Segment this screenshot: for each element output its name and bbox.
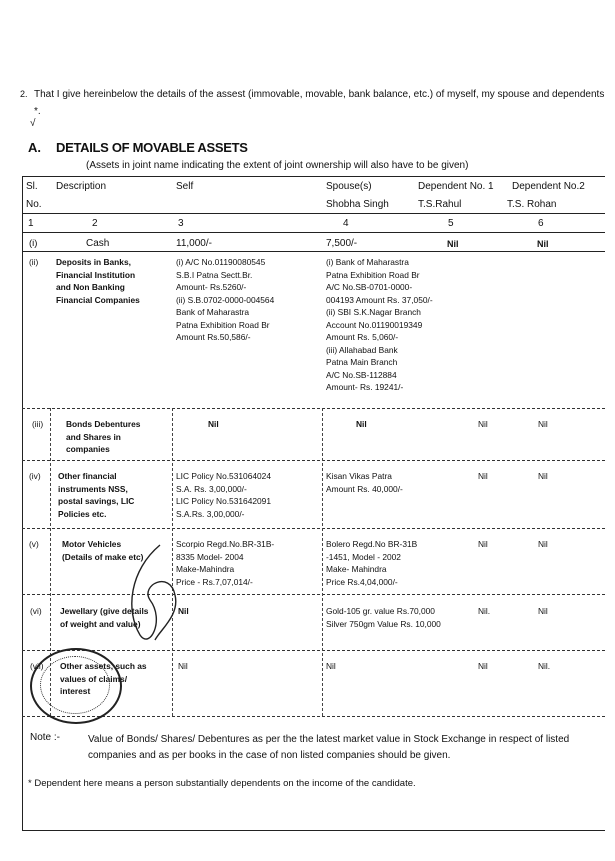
row-7-sl: (vii) (30, 661, 44, 671)
row-6-dependent-1: Nil. (478, 606, 491, 616)
header-dependent-2: Dependent No.2 (512, 181, 585, 192)
row-2-sl: (ii) (29, 257, 39, 267)
row-3-dependent-1: Nil (478, 419, 488, 429)
row-1-spouse: 7,500/- (326, 238, 358, 249)
row-1-dependent-1: Nil (447, 239, 459, 249)
intro-text: That I give hereinbelow the details of the assest (immovable, movable, bank balance, etc.) of myself, my spouse and dependents *. (34, 89, 605, 117)
intro-number: 2. (20, 89, 28, 99)
header-description: Description (56, 181, 107, 192)
row-6-self: Nil (178, 606, 189, 616)
header-sl: Sl. (26, 181, 38, 192)
row-4-self: LIC Policy No.531064024 S.A. Rs. 3,00,000/- LIC Policy No.531642091 S.A.Rs. 3,00,000/- (176, 471, 271, 519)
col-number-4: 4 (343, 218, 349, 229)
row-1-self: 11,000/- (176, 238, 212, 249)
header-divider (22, 213, 605, 214)
row-7-description: Other assets, such as values of claims/ interest (60, 661, 147, 696)
row-5-self: Scorpio Regd.No.BR-31B- 8335 Model- 2004 Make-Mahindra Price - Rs.7,07,014/- (176, 539, 275, 587)
tick-mark: √ (30, 118, 36, 129)
row-5-dependent-1: Nil (478, 539, 488, 549)
row-3-sl: (iii) (32, 419, 44, 429)
row-6-description: Jewellary (give details of weight and value) (60, 606, 149, 629)
row-2-spouse: (i) Bank of Maharastra Patna Exhibition Road Br A/C No.SB-0701-0000- 004193 Amount Rs. 37,050/- (ii) SBI S.K.Nagar Branch Account No.01190019349 Amount Rs. 5,060/- (iii) Allahabad Bank Patna Main Branch A/C No.SB-112884 Amount- Rs. 19241/- (326, 257, 433, 392)
signature-scribble (120, 540, 190, 650)
row-3-dependent-2: Nil (538, 419, 548, 429)
row-3-description: Bonds Debentures and Shares in companies (66, 419, 141, 454)
row-5-spouse: Bolero Regd.No BR-31B -1451, Model - 2002 Make- Mahindra Price Rs.4,04,000/- (326, 539, 418, 587)
row-4-sl: (iv) (29, 471, 41, 481)
row-6-divider (22, 650, 605, 651)
row-2-self: (i) A/C No.01190080545 S.B.I Patna Sectt.Br. Amount- Rs.5260/- (ii) S.B.0702-0000-004564 Bank of Maharastra Patna Exhibition Road Br Amount Rs.50,586/- (176, 257, 275, 342)
row-6-dependent-2: Nil (538, 606, 548, 616)
row-5-description: Motor Vehicles (Details of make etc) (62, 539, 144, 562)
header-dependent-1-name: T.S.Rahul (418, 199, 462, 210)
section-letter: A. (28, 140, 41, 155)
header-self: Self (176, 181, 194, 192)
row-5-sl: (v) (29, 539, 39, 549)
header-spouse-name: Shobha Singh (326, 199, 389, 210)
header-dependent-1: Dependent No. 1 (418, 181, 494, 192)
row-6-spouse: Gold-105 gr. value Rs.70,000 Silver 750gm Value Rs. 10,000 (326, 606, 441, 629)
row-6-sl: (vi) (30, 606, 42, 616)
col-separator-3 (322, 408, 323, 716)
note-label: Note :- (30, 732, 61, 743)
row-4-description: Other financial instruments NSS, postal savings, LIC Policies etc. (58, 471, 135, 519)
header-dependent-2-name: T.S. Rohan (507, 199, 557, 210)
row-1-divider (22, 251, 605, 252)
number-row-divider (22, 232, 605, 233)
row-2-divider (22, 408, 605, 409)
row-4-dependent-2: Nil (538, 471, 548, 481)
col-number-1: 1 (28, 218, 34, 229)
col-number-6: 6 (538, 218, 544, 229)
row-3-divider (22, 460, 605, 461)
dependent-definition-note: * Dependent here means a person substantially dependents on the income of the candidate. (28, 778, 416, 789)
row-5-divider (22, 594, 605, 595)
row-7-dependent-1: Nil (478, 661, 488, 671)
row-7-dependent-2: Nil. (538, 661, 551, 671)
row-7-divider (22, 716, 605, 717)
row-2-description: Deposits in Banks, Financial Institution and Non Banking Financial Companies (56, 257, 140, 305)
row-7-self: Nil (178, 661, 188, 671)
row-1-dependent-2: Nil (537, 239, 549, 249)
col-number-2: 2 (92, 218, 98, 229)
row-5-dependent-2: Nil (538, 539, 548, 549)
intro-paragraph (20, 86, 609, 120)
row-3-self: Nil (208, 419, 219, 429)
row-4-dependent-1: Nil (478, 471, 488, 481)
row-3-spouse: Nil (356, 419, 367, 429)
row-4-spouse: Kisan Vikas Patra Amount Rs. 40,000/- (326, 471, 403, 494)
section-subtitle: (Assets in joint name indicating the extent of joint ownership will also have to be given) (86, 160, 469, 171)
header-spouse: Spouse(s) (326, 181, 372, 192)
section-title: DETAILS OF MOVABLE ASSETS (56, 140, 248, 155)
col-number-5: 5 (448, 218, 454, 229)
row-1-sl: (i) (29, 238, 38, 249)
header-no: No. (26, 199, 42, 210)
row-7-spouse: Nil (326, 661, 336, 671)
row-1-description: Cash (86, 238, 110, 249)
col-number-3: 3 (178, 218, 184, 229)
official-stamp-inner (40, 656, 110, 714)
note-text: Value of Bonds/ Shares/ Debentures as per the the latest market value in Stock Exchange in respect of listed companies and as per books in the case of non listed companies should be given. (88, 734, 570, 761)
row-4-divider (22, 528, 605, 529)
